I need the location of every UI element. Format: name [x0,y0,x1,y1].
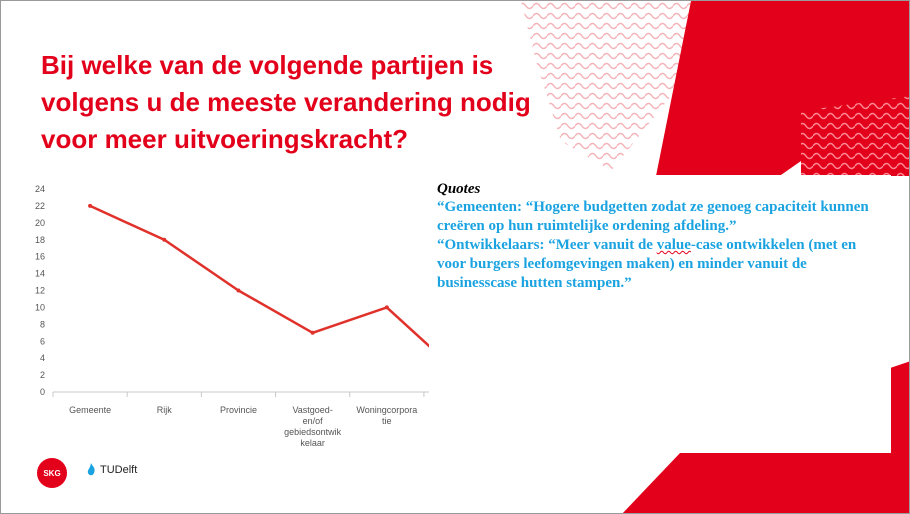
quote-ontwikkelaars-part2: -case ontwikkelen (met en voor burgers leefomgevingen maken) en minder vanuit de businesscase hutten stampen.” [437,237,857,291]
skg-logo-text: SKG [43,468,61,478]
y-tick-label: 12 [34,285,45,296]
x-tick-label-line: kelaar [300,438,325,448]
y-tick-label: 20 [34,217,45,228]
x-tick-label-line: Rijk [156,405,172,415]
y-tick-label: 2 [39,370,45,381]
data-point [311,331,315,335]
skg-logo [37,458,67,488]
x-tick-label-line: tie [382,416,392,426]
y-tick-label: 0 [39,387,45,397]
y-tick-label: 6 [39,336,45,347]
y-tick-label: 14 [34,268,45,279]
x-tick-label-line: Gemeente [69,405,112,415]
x-tick-label-line: en/of [302,416,323,426]
y-tick-label: 22 [34,200,45,211]
x-tick-label [157,405,172,415]
data-point [162,238,166,242]
data-point [88,204,92,208]
x-tick-label-line: gebiedsontwik [284,427,342,437]
quotes-box [429,175,891,453]
y-tick-label: 4 [39,353,45,364]
x-tick-label-line: Vastgoed- [292,405,333,415]
slide-title: Bij welke van de volgende partijen is volgens u de meeste verandering nodig voor meer uitvoeringskracht? [41,50,531,154]
tudelft-logo [85,463,137,477]
y-tick-label: 10 [34,302,45,313]
x-tick-label [69,405,111,415]
y-tick-label: 16 [34,251,45,262]
flame-icon [85,463,97,477]
x-tick-label-line: Woningcorpora [356,405,418,415]
quote-gemeenten: “Gemeenten: “Hogere budgetten zodat ze genoeg capaciteit kunnen creëren op hun ruimtelijke ordening afdeling.” [437,199,869,234]
y-tick-label: 24 [34,184,45,194]
quotes-heading: Quotes [437,181,481,197]
x-tick-label [220,405,257,415]
data-point [385,305,389,309]
quote-ontwikkelaars-spellcheck-word: value [656,237,691,253]
quote-ontwikkelaars [437,236,883,293]
x-tick-label-line: Provincie [219,405,257,415]
quote-ontwikkelaars-part1: “Ontwikkelaars: “Meer vanuit de [437,237,657,253]
data-point [236,289,240,293]
tudelft-logo-text: TUDelft [100,464,138,476]
y-tick-label: 8 [39,319,45,330]
y-tick-label: 18 [34,234,45,245]
